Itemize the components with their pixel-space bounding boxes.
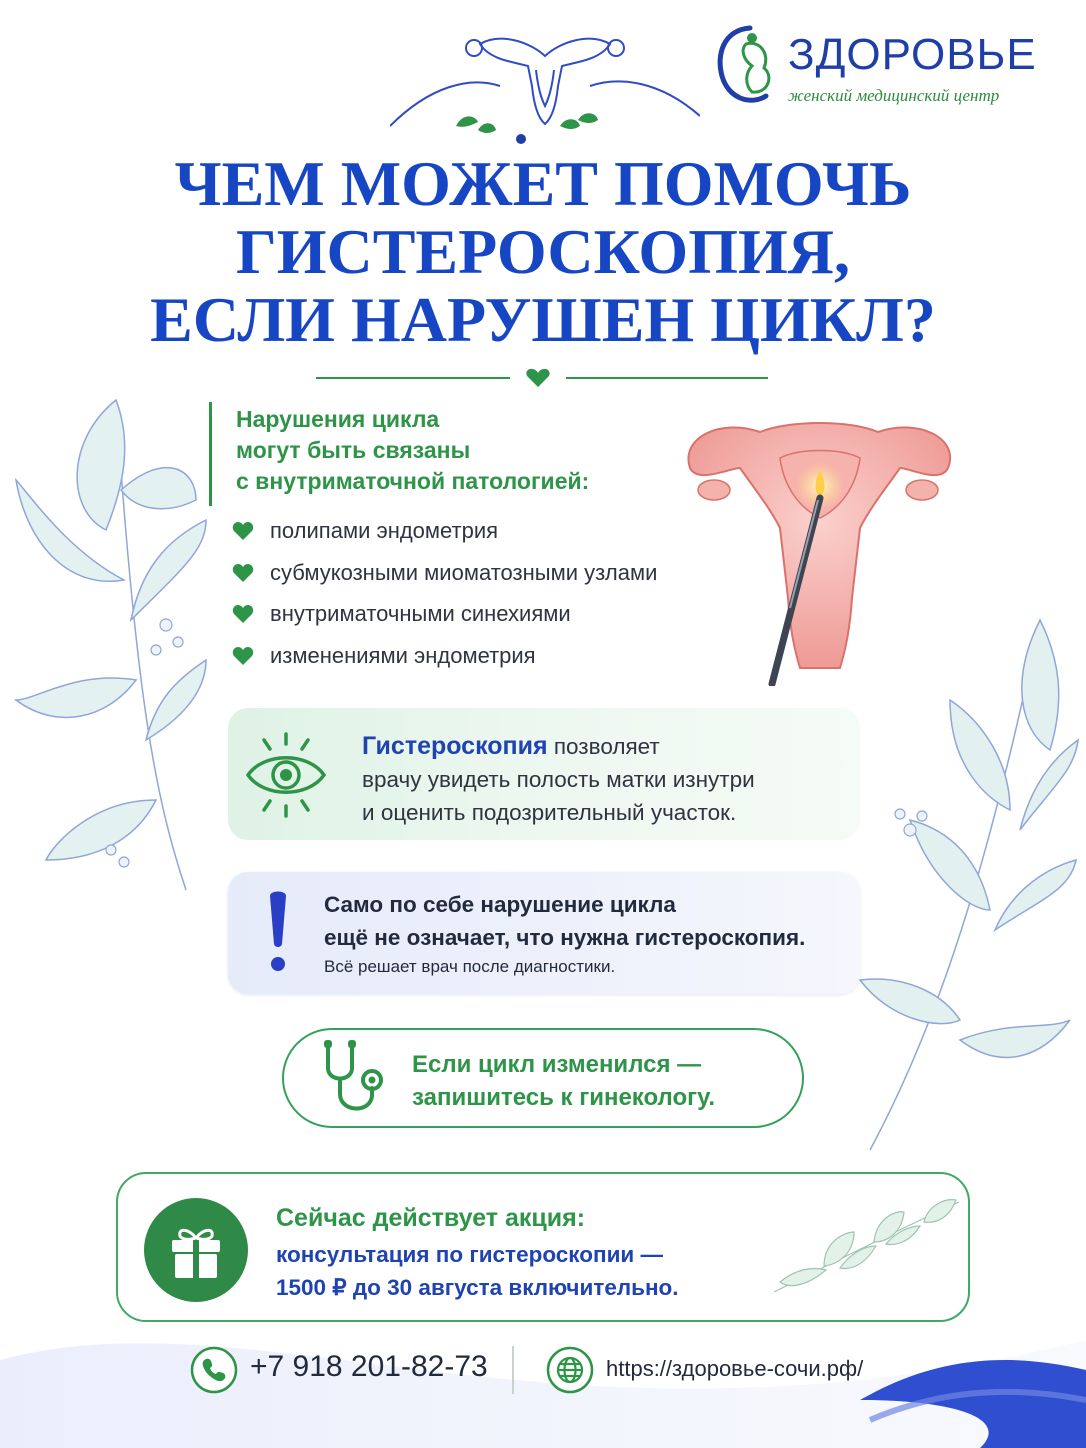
contact-divider (512, 1346, 514, 1394)
gift-icon (144, 1198, 248, 1302)
exclamation-icon (258, 888, 298, 978)
page-title (0, 150, 1086, 354)
hysteroscopy-text (362, 730, 852, 829)
heart-icon (232, 604, 254, 624)
website-link[interactable]: https://здоровье-сочи.рф/ (606, 1356, 864, 1381)
promo-heading: Сейчас действует акция: (276, 1204, 586, 1232)
logo-mark-icon (716, 24, 776, 106)
bottom-ribbon-decoration (860, 1330, 1086, 1448)
title-divider (316, 366, 768, 390)
phone-number[interactable]: +7 918 201-82-73 (250, 1350, 488, 1383)
intro-heading (236, 404, 676, 497)
heart-icon (232, 646, 254, 666)
note-line-1: Само по себе нарушение цикла (324, 892, 676, 917)
cta-text (412, 1048, 792, 1114)
promo-text (276, 1198, 776, 1304)
hysteroscopy-line-2: врачу увидеть полость матки изнутри (362, 767, 755, 792)
left-foliage-decoration (6, 380, 216, 900)
promo-line-1: консультация по гистероскопии — (276, 1242, 664, 1267)
note-line-3: Всё решает врач после диагностики. (324, 957, 616, 976)
globe-icon[interactable] (546, 1346, 594, 1394)
hysteroscopy-line-3: и оценить подозрительный участок. (362, 800, 737, 825)
title-line-1: ЧЕМ МОЖЕТ ПОМОЧЬ (174, 148, 912, 219)
promo-line-2: 1500 ₽ до 30 августа включительно. (276, 1275, 679, 1300)
stethoscope-icon (318, 1038, 390, 1122)
title-line-3: ЕСЛИ НАРУШЕН ЦИКЛ? (150, 284, 936, 355)
brand-tagline: женский медицинский центр (788, 86, 1000, 105)
intro-line-3: с внутриматочной патологией: (236, 468, 590, 494)
list-item-label: изменениями эндометрия (270, 643, 536, 668)
uterus-ornament-icon (390, 26, 700, 148)
intro-line-1: Нарушения цикла (236, 406, 440, 432)
intro-accent-bar (209, 402, 212, 506)
cta-line-2: запишитесь к гинекологу. (412, 1084, 716, 1111)
hysteroscopy-title: Гистероскопия (362, 732, 548, 760)
heart-icon (232, 563, 254, 583)
brand-name: ЗДОРОВЬЕ (788, 30, 1037, 79)
note-line-2: ещё не означает, что нужна гистероскопия. (324, 925, 806, 950)
title-line-2: ГИСТЕРОСКОПИЯ, (236, 216, 850, 287)
cta-line-1: Если цикл изменился — (412, 1051, 702, 1078)
list-item-label: внутриматочными синехиями (270, 601, 571, 626)
eye-icon (244, 730, 328, 820)
uterus-illustration (660, 398, 976, 686)
heart-icon (232, 521, 254, 541)
hysteroscopy-line-1: позволяет (547, 734, 660, 759)
list-item-label: субмукозными миоматозными узлами (270, 560, 658, 585)
intro-line-2: могут быть связаны (236, 437, 471, 463)
note-text (324, 888, 854, 980)
promo-leaf-decoration (764, 1192, 964, 1302)
list-item-label: полипами эндометрия (270, 518, 499, 543)
phone-icon[interactable] (190, 1346, 238, 1394)
